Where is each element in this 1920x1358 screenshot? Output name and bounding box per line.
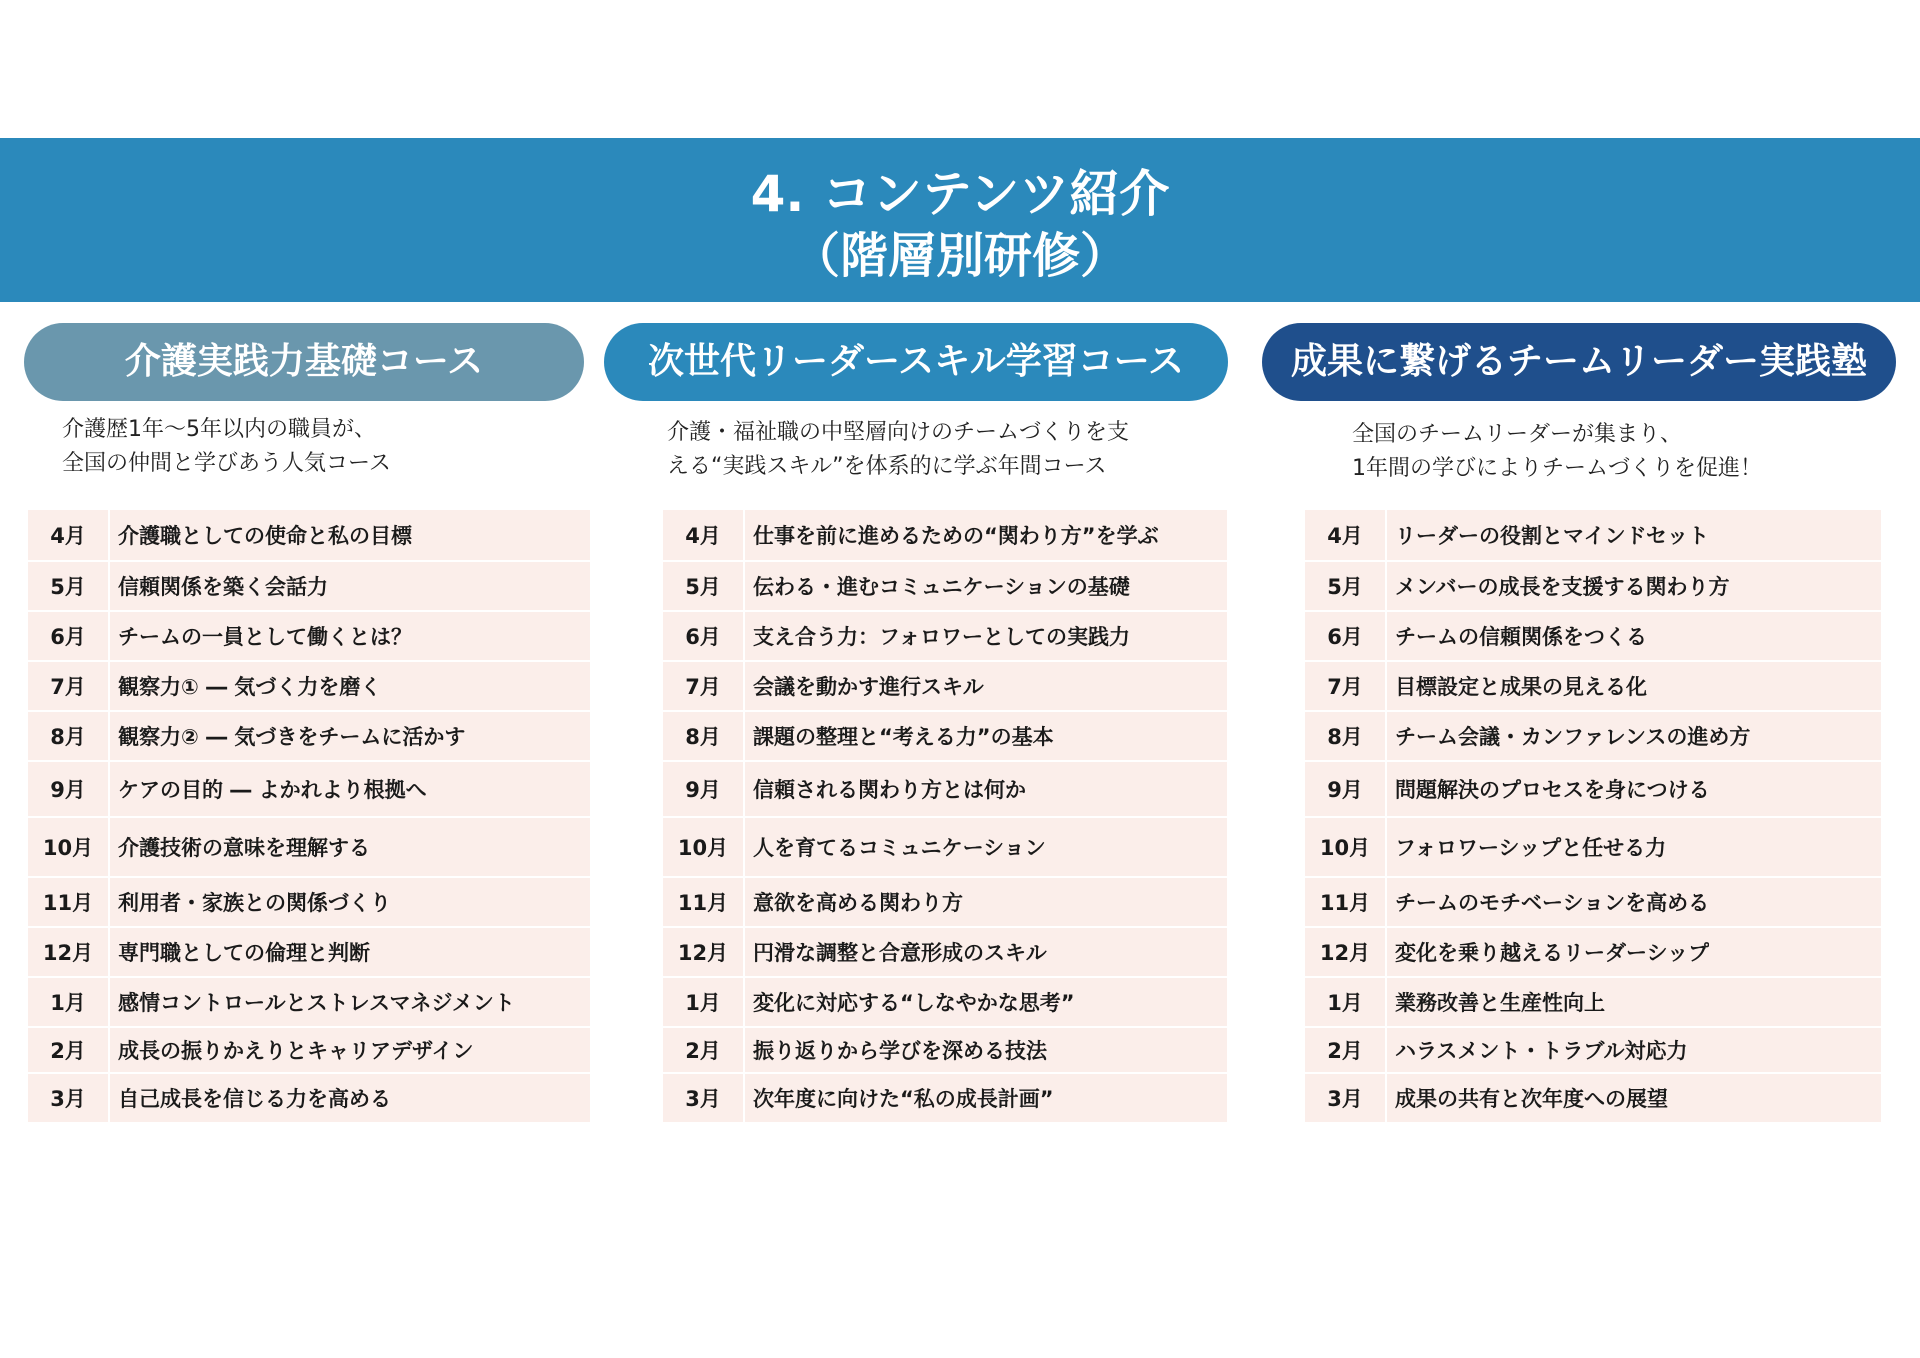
description-line: 1年間の学びによりチームづくりを促進！ — [1352, 456, 1762, 481]
session-title-cell: 意欲を高める関わり方 — [753, 891, 963, 915]
session-title-cell: 変化を乗り越えるリーダーシップ — [1395, 941, 1710, 965]
month-cell: 9月 — [28, 762, 110, 816]
month-cell: 5月 — [28, 562, 110, 610]
table-row — [663, 660, 1227, 710]
session-title-cell: 目標設定と成果の見える化 — [1395, 675, 1647, 699]
table-row — [1305, 760, 1881, 816]
session-title-cell: 人を育てるコミュニケーション — [753, 836, 1046, 860]
table-row — [663, 560, 1227, 610]
schedule-table — [28, 510, 590, 1122]
table-row — [1305, 610, 1881, 660]
month-cell: 8月 — [1305, 712, 1387, 760]
month-cell: 6月 — [28, 612, 110, 660]
table-row — [28, 710, 590, 760]
description-line: 介護歴1年～5年以内の職員が、 — [62, 417, 376, 442]
month-cell: 8月 — [28, 712, 110, 760]
session-title-cell: 観察力① ― 気づく力を磨く — [118, 675, 382, 699]
month-cell: 3月 — [28, 1074, 110, 1122]
table-row — [663, 876, 1227, 926]
table-row — [28, 876, 590, 926]
table-row — [1305, 1026, 1881, 1072]
session-title-cell: 支え合う力：フォロワーとしての実践力 — [753, 625, 1130, 649]
month-cell: 10月 — [1305, 818, 1387, 876]
month-cell: 3月 — [1305, 1074, 1387, 1122]
session-title-cell: 問題解決のプロセスを身につける — [1395, 778, 1710, 802]
session-title-cell: 円滑な調整と合意形成のスキル — [753, 941, 1047, 965]
month-cell: 9月 — [663, 762, 745, 816]
session-title-cell: チームの信頼関係をつくる — [1395, 625, 1647, 649]
month-cell: 10月 — [28, 818, 110, 876]
course-title: 介護実践力基礎コース — [124, 341, 484, 382]
month-cell: 7月 — [1305, 662, 1387, 710]
month-cell: 1月 — [1305, 978, 1387, 1026]
table-row — [28, 1026, 590, 1072]
course-title-pill — [1262, 323, 1896, 401]
month-cell: 12月 — [1305, 928, 1387, 976]
session-title-cell: チームの一員として働くとは？ — [118, 625, 412, 649]
month-cell: 11月 — [663, 878, 745, 926]
page-title: 4. コンテンツ紹介 — [750, 165, 1170, 223]
session-title-cell: 専門職としての倫理と判断 — [118, 941, 370, 965]
session-title-cell: リーダーの役割とマインドセット — [1395, 524, 1709, 548]
month-cell: 2月 — [28, 1028, 110, 1072]
month-cell: 8月 — [663, 712, 745, 760]
session-title-cell: メンバーの成長を支援する関わり方 — [1395, 575, 1730, 599]
table-row — [1305, 660, 1881, 710]
session-title-cell: 利用者・家族との関係づくり — [118, 891, 391, 915]
month-cell: 2月 — [663, 1028, 745, 1072]
description-line: 介護・福祉職の中堅層向けのチームづくりを支 — [667, 420, 1130, 445]
session-title-cell: 介護技術の意味を理解する — [118, 836, 370, 860]
table-row — [1305, 510, 1881, 560]
month-cell: 6月 — [1305, 612, 1387, 660]
table-row — [28, 560, 590, 610]
course-description — [62, 413, 391, 481]
session-title-cell: フォロワーシップと任せる力 — [1395, 836, 1667, 860]
month-cell: 4月 — [28, 510, 110, 560]
table-row — [663, 610, 1227, 660]
table-row — [663, 1072, 1227, 1122]
course-team-leader — [1262, 323, 1896, 401]
course-title-pill — [604, 323, 1228, 401]
month-cell: 12月 — [28, 928, 110, 976]
table-row — [663, 976, 1227, 1026]
session-title-cell: 会議を動かす進行スキル — [753, 675, 984, 699]
table-row — [28, 660, 590, 710]
table-row — [1305, 560, 1881, 610]
table-row — [663, 760, 1227, 816]
table-row — [1305, 1072, 1881, 1122]
month-cell: 3月 — [663, 1074, 745, 1122]
session-title-cell: 次年度に向けた“私の成長計画” — [753, 1087, 1054, 1111]
month-cell: 4月 — [663, 510, 745, 560]
month-cell: 2月 — [1305, 1028, 1387, 1072]
session-title-cell: 振り返りから学びを深める技法 — [753, 1039, 1047, 1063]
month-cell: 5月 — [1305, 562, 1387, 610]
month-cell: 11月 — [1305, 878, 1387, 926]
session-title-cell: 信頼関係を築く会話力 — [118, 575, 328, 599]
session-title-cell: 成果の共有と次年度への展望 — [1395, 1087, 1668, 1111]
month-cell: 7月 — [663, 662, 745, 710]
table-row — [28, 976, 590, 1026]
session-title-cell: 業務改善と生産性向上 — [1395, 991, 1605, 1015]
course-description — [1352, 418, 1762, 486]
session-title-cell: 観察力② ― 気づきをチームに活かす — [118, 725, 466, 749]
session-title-cell: 介護職としての使命と私の目標 — [118, 524, 412, 548]
table-row — [663, 816, 1227, 876]
description-line: える“実践スキル”を体系的に学ぶ年間コース — [667, 454, 1107, 479]
table-row — [663, 926, 1227, 976]
description-line: 全国のチームリーダーが集まり、 — [1352, 422, 1683, 447]
session-title-cell: チームのモチベーションを高める — [1395, 891, 1710, 915]
session-title-cell: ハラスメント・トラブル対応力 — [1395, 1039, 1688, 1063]
month-cell: 1月 — [663, 978, 745, 1026]
course-description — [667, 416, 1129, 484]
table-row — [28, 1072, 590, 1122]
month-cell: 5月 — [663, 562, 745, 610]
table-row — [28, 510, 590, 560]
schedule-table — [663, 510, 1227, 1122]
course-title-pill — [24, 323, 584, 401]
session-title-cell: ケアの目的 ― よかれより根拠へ — [118, 778, 427, 802]
header-banner — [0, 138, 1920, 302]
session-title-cell: 伝わる・進むコミュニケーションの基礎 — [753, 575, 1130, 599]
month-cell: 6月 — [663, 612, 745, 660]
month-cell: 10月 — [663, 818, 745, 876]
table-row — [663, 710, 1227, 760]
table-row — [1305, 710, 1881, 760]
session-title-cell: 信頼される関わり方とは何か — [753, 778, 1026, 802]
table-row — [1305, 816, 1881, 876]
table-row — [663, 510, 1227, 560]
month-cell: 11月 — [28, 878, 110, 926]
session-title-cell: 仕事を前に進めるための“関わり方”を学ぶ — [753, 524, 1159, 548]
description-line: 全国の仲間と学びあう人気コース — [62, 451, 391, 476]
table-row — [1305, 926, 1881, 976]
month-cell: 12月 — [663, 928, 745, 976]
page-subtitle: （階層別研修） — [791, 228, 1128, 284]
table-row — [28, 760, 590, 816]
table-row — [663, 1026, 1227, 1072]
session-title-cell: 課題の整理と“考える力”の基本 — [753, 725, 1054, 749]
table-row — [28, 610, 590, 660]
month-cell: 1月 — [28, 978, 110, 1026]
session-title-cell: 自己成長を信じる力を高める — [118, 1087, 391, 1111]
session-title-cell: 変化に対応する“しなやかな思考” — [753, 991, 1075, 1015]
session-title-cell: 成長の振りかえりとキャリアデザイン — [118, 1039, 474, 1063]
month-cell: 4月 — [1305, 510, 1387, 560]
session-title-cell: チーム会議・カンファレンスの進め方 — [1395, 725, 1751, 749]
table-row — [28, 816, 590, 876]
table-row — [1305, 976, 1881, 1026]
course-next-leader — [604, 323, 1228, 401]
course-title: 成果に繋げるチームリーダー実践塾 — [1290, 341, 1867, 382]
course-title: 次世代リーダースキル学習コース — [647, 341, 1185, 382]
table-row — [1305, 876, 1881, 926]
month-cell: 7月 — [28, 662, 110, 710]
month-cell: 9月 — [1305, 762, 1387, 816]
table-row — [28, 926, 590, 976]
schedule-table — [1305, 510, 1881, 1122]
course-basic — [24, 323, 584, 401]
session-title-cell: 感情コントロールとストレスマネジメント — [118, 991, 515, 1015]
